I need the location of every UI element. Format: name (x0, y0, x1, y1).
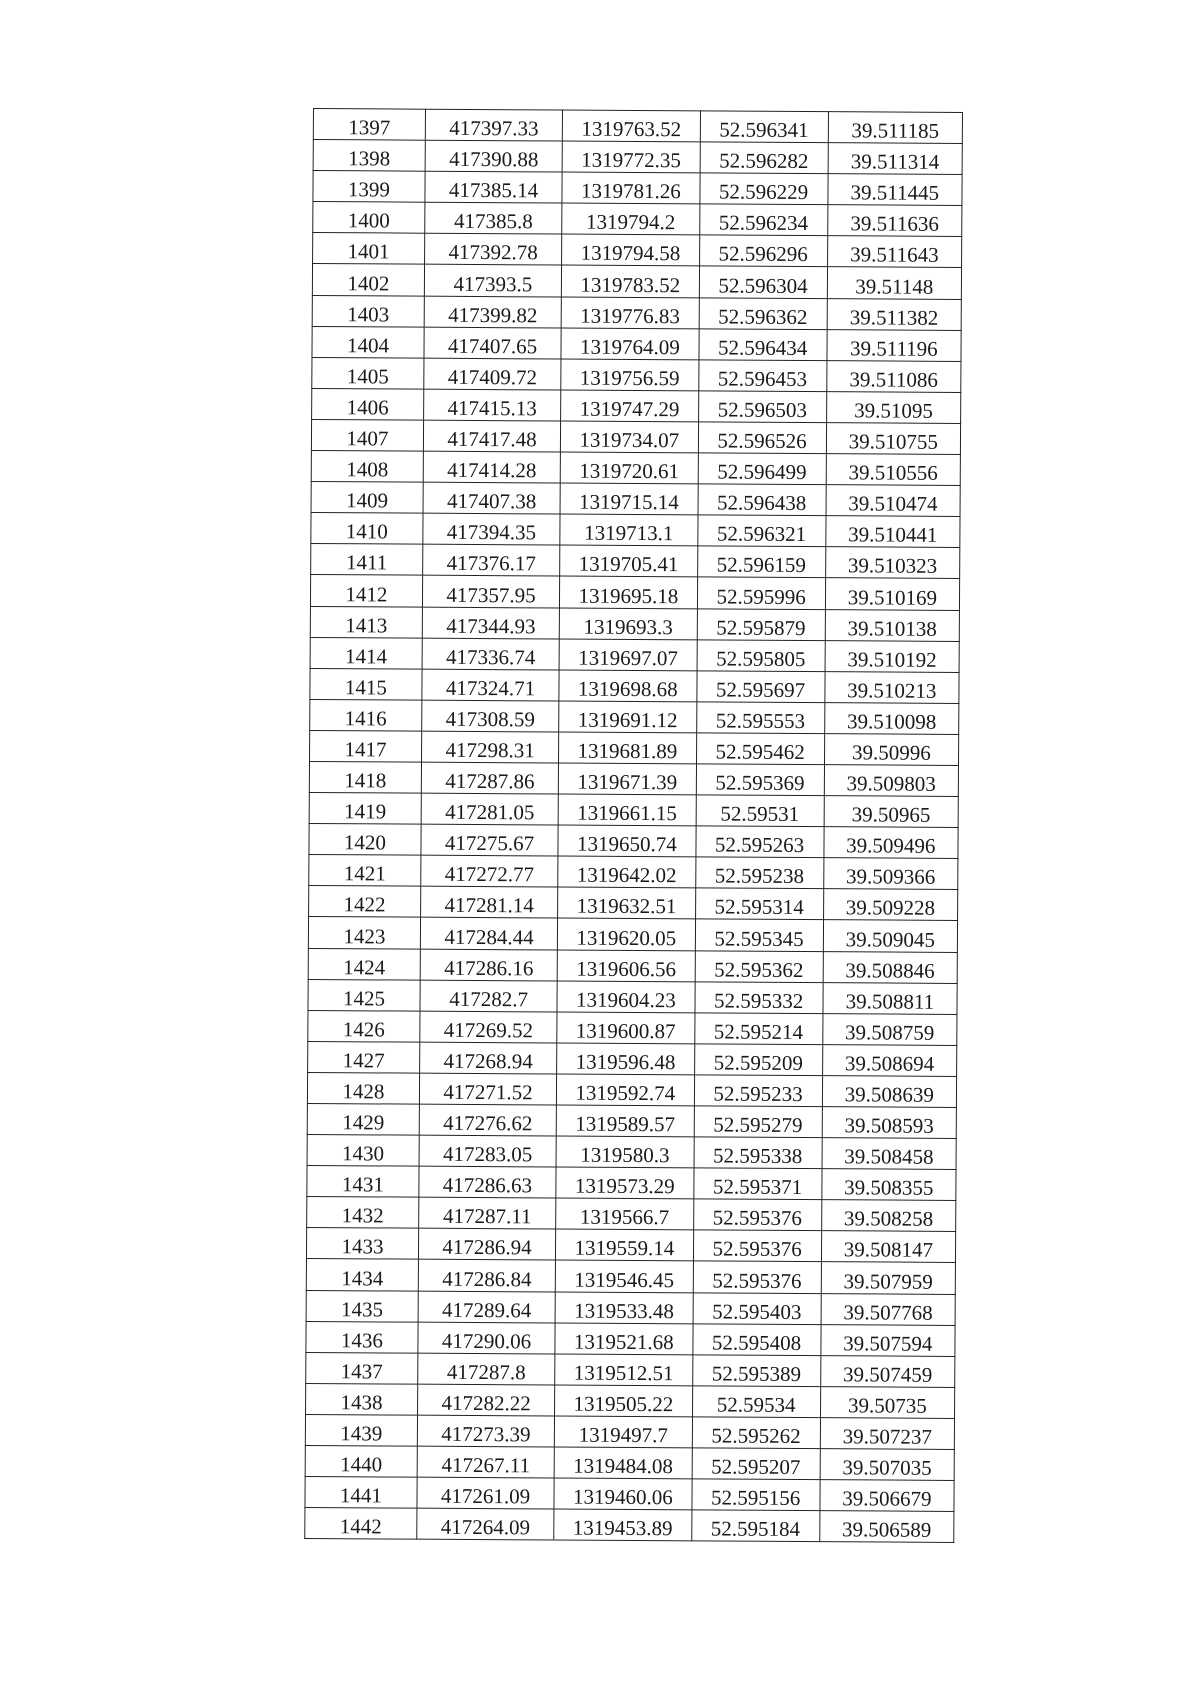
latitude-cell: 52.595314 (695, 888, 823, 920)
x-coordinate-cell: 417289.64 (418, 1291, 555, 1323)
latitude-cell: 52.596341 (700, 111, 828, 143)
point-number-cell: 1398 (313, 140, 425, 172)
table-row (313, 233, 962, 268)
table-row (307, 1197, 956, 1232)
x-coordinate-cell: 417283.05 (419, 1135, 556, 1167)
point-number-cell: 1429 (307, 1103, 419, 1135)
latitude-cell: 52.596321 (697, 515, 825, 547)
y-coordinate-cell: 1319763.52 (563, 110, 700, 142)
longitude-cell: 39.506589 (819, 1511, 953, 1543)
longitude-cell: 39.509496 (824, 827, 958, 859)
latitude-cell: 52.595462 (696, 733, 824, 765)
longitude-cell: 39.509366 (823, 858, 957, 890)
y-coordinate-cell: 1319600.87 (557, 1012, 694, 1044)
point-number-cell: 1409 (311, 482, 423, 514)
longitude-cell: 39.511086 (826, 360, 960, 392)
y-coordinate-cell: 1319589.57 (556, 1105, 693, 1137)
x-coordinate-cell: 417281.14 (420, 887, 557, 919)
latitude-cell: 52.596453 (698, 360, 826, 392)
table-row (307, 1135, 956, 1170)
latitude-cell: 52.596159 (697, 546, 825, 578)
point-number-cell: 1403 (312, 295, 424, 327)
longitude-cell: 39.510169 (825, 578, 959, 610)
longitude-cell: 39.508811 (823, 982, 957, 1014)
x-coordinate-cell: 417390.88 (425, 140, 562, 172)
x-coordinate-cell: 417276.62 (419, 1104, 556, 1136)
latitude-cell: 52.595996 (697, 577, 825, 609)
point-number-cell: 1417 (310, 730, 422, 762)
latitude-cell: 52.595376 (693, 1261, 821, 1293)
y-coordinate-cell: 1319691.12 (559, 701, 696, 733)
longitude-cell: 39.510213 (825, 671, 959, 703)
point-number-cell: 1437 (306, 1352, 418, 1384)
point-number-cell: 1411 (311, 544, 423, 576)
latitude-cell: 52.59534 (692, 1386, 820, 1418)
point-number-cell: 1426 (308, 1010, 420, 1042)
longitude-cell: 39.511445 (828, 174, 962, 206)
longitude-cell: 39.507959 (821, 1262, 955, 1294)
point-number-cell: 1442 (305, 1508, 417, 1540)
longitude-cell: 39.507459 (820, 1355, 954, 1387)
table-row (306, 1290, 955, 1325)
latitude-cell: 52.595279 (694, 1106, 822, 1138)
latitude-cell: 52.595376 (693, 1230, 821, 1262)
latitude-cell: 52.595238 (695, 857, 823, 889)
latitude-cell: 52.596234 (699, 204, 827, 236)
point-number-cell: 1428 (307, 1072, 419, 1104)
longitude-cell: 39.511636 (827, 205, 961, 237)
x-coordinate-cell: 417409.72 (424, 358, 561, 390)
longitude-cell: 39.508258 (821, 1200, 955, 1232)
coordinates-table-body (305, 109, 963, 1543)
y-coordinate-cell: 1319661.15 (558, 794, 695, 826)
x-coordinate-cell: 417298.31 (421, 731, 558, 763)
x-coordinate-cell: 417269.52 (420, 1011, 557, 1043)
y-coordinate-cell: 1319747.29 (561, 390, 698, 422)
table-row (312, 388, 961, 423)
x-coordinate-cell: 417286.84 (418, 1260, 555, 1292)
longitude-cell: 39.509228 (823, 889, 957, 921)
x-coordinate-cell: 417286.94 (418, 1229, 555, 1261)
longitude-cell: 39.508846 (823, 951, 957, 983)
y-coordinate-cell: 1319695.18 (560, 576, 697, 608)
x-coordinate-cell: 417261.09 (417, 1477, 554, 1509)
x-coordinate-cell: 417415.13 (423, 389, 560, 421)
point-number-cell: 1407 (311, 419, 423, 451)
y-coordinate-cell: 1319497.7 (555, 1416, 692, 1448)
point-number-cell: 1436 (306, 1321, 418, 1353)
x-coordinate-cell: 417385.8 (425, 202, 562, 234)
coordinates-table (304, 108, 963, 1543)
x-coordinate-cell: 417287.86 (421, 762, 558, 794)
point-number-cell: 1441 (305, 1477, 417, 1509)
point-number-cell: 1410 (311, 513, 423, 545)
longitude-cell: 39.507768 (821, 1293, 955, 1325)
latitude-cell: 52.59531 (696, 795, 824, 827)
x-coordinate-cell: 417399.82 (424, 296, 561, 328)
point-number-cell: 1430 (307, 1135, 419, 1167)
latitude-cell: 52.596304 (699, 266, 827, 298)
table-row (305, 1414, 954, 1449)
y-coordinate-cell: 1319705.41 (560, 545, 697, 577)
y-coordinate-cell: 1319764.09 (561, 328, 698, 360)
y-coordinate-cell: 1319693.3 (559, 608, 696, 640)
latitude-cell: 52.595233 (694, 1075, 822, 1107)
x-coordinate-cell: 417407.38 (423, 482, 560, 514)
point-number-cell: 1424 (308, 948, 420, 980)
longitude-cell: 39.511643 (827, 236, 961, 268)
y-coordinate-cell: 1319756.59 (561, 359, 698, 391)
y-coordinate-cell: 1319715.14 (560, 483, 697, 515)
point-number-cell: 1408 (311, 451, 423, 483)
table-row (313, 202, 962, 237)
table-row (311, 419, 960, 454)
table-row (309, 855, 958, 890)
longitude-cell: 39.510755 (826, 423, 960, 455)
latitude-cell: 52.596526 (698, 422, 826, 454)
x-coordinate-cell: 417287.11 (419, 1197, 556, 1229)
latitude-cell: 52.595879 (697, 608, 825, 640)
table-row (311, 482, 960, 517)
table-row (310, 699, 959, 734)
x-coordinate-cell: 417286.63 (419, 1166, 556, 1198)
latitude-cell: 52.595369 (696, 764, 824, 796)
point-number-cell: 1404 (312, 326, 424, 358)
longitude-cell: 39.511185 (828, 112, 962, 144)
point-number-cell: 1400 (313, 202, 425, 234)
latitude-cell: 52.595376 (693, 1199, 821, 1231)
point-number-cell: 1413 (310, 606, 422, 638)
latitude-cell: 52.595408 (692, 1323, 820, 1355)
latitude-cell: 52.595371 (693, 1168, 821, 1200)
y-coordinate-cell: 1319697.07 (559, 639, 696, 671)
longitude-cell: 39.508147 (821, 1231, 955, 1263)
table-row (309, 824, 958, 859)
latitude-cell: 52.595362 (695, 950, 823, 982)
y-coordinate-cell: 1319604.23 (557, 981, 694, 1013)
latitude-cell: 52.596499 (698, 453, 826, 485)
table-row (311, 513, 960, 548)
latitude-cell: 52.595697 (696, 671, 824, 703)
x-coordinate-cell: 417394.35 (423, 513, 560, 545)
y-coordinate-cell: 1319650.74 (558, 825, 695, 857)
x-coordinate-cell: 417414.28 (423, 451, 560, 483)
table-row (311, 544, 960, 579)
latitude-cell: 52.595207 (692, 1448, 820, 1480)
latitude-cell: 52.595156 (691, 1479, 819, 1511)
y-coordinate-cell: 1319592.74 (557, 1074, 694, 1106)
x-coordinate-cell: 417324.71 (422, 669, 559, 701)
latitude-cell: 52.596229 (699, 173, 827, 205)
y-coordinate-cell: 1319794.58 (562, 234, 699, 266)
y-coordinate-cell: 1319671.39 (559, 763, 696, 795)
y-coordinate-cell: 1319620.05 (558, 918, 695, 950)
x-coordinate-cell: 417268.94 (419, 1042, 556, 1074)
longitude-cell: 39.509045 (823, 920, 957, 952)
table-row (307, 1166, 956, 1201)
y-coordinate-cell: 1319720.61 (560, 452, 697, 484)
x-coordinate-cell: 417397.33 (425, 109, 562, 141)
y-coordinate-cell: 1319521.68 (555, 1323, 692, 1355)
point-number-cell: 1432 (307, 1197, 419, 1229)
point-number-cell: 1433 (306, 1228, 418, 1260)
x-coordinate-cell: 417275.67 (421, 824, 558, 856)
table-row (308, 917, 957, 952)
point-number-cell: 1438 (306, 1383, 418, 1415)
latitude-cell: 52.595389 (692, 1355, 820, 1387)
x-coordinate-cell: 417282.22 (417, 1384, 554, 1416)
table-row (309, 793, 958, 828)
table-row (308, 948, 957, 983)
y-coordinate-cell: 1319734.07 (561, 421, 698, 453)
table-row (311, 451, 960, 486)
longitude-cell: 39.506679 (820, 1480, 954, 1512)
x-coordinate-cell: 417357.95 (422, 576, 559, 608)
y-coordinate-cell: 1319606.56 (557, 950, 694, 982)
table-row (312, 295, 961, 330)
x-coordinate-cell: 417385.14 (425, 171, 562, 203)
longitude-cell: 39.509803 (824, 765, 958, 797)
y-coordinate-cell: 1319505.22 (555, 1385, 692, 1417)
y-coordinate-cell: 1319776.83 (561, 297, 698, 329)
x-coordinate-cell: 417308.59 (422, 700, 559, 732)
y-coordinate-cell: 1319512.51 (555, 1354, 692, 1386)
table-row (313, 171, 962, 206)
table-row (306, 1383, 955, 1418)
y-coordinate-cell: 1319794.2 (562, 203, 699, 235)
longitude-cell: 39.510098 (824, 702, 958, 734)
table-row (313, 140, 962, 175)
latitude-cell: 52.595805 (697, 639, 825, 671)
latitude-cell: 52.596296 (699, 235, 827, 267)
x-coordinate-cell: 417264.09 (417, 1508, 554, 1540)
x-coordinate-cell: 417344.93 (422, 607, 559, 639)
latitude-cell: 52.595262 (692, 1417, 820, 1449)
longitude-cell: 39.507035 (820, 1449, 954, 1481)
y-coordinate-cell: 1319783.52 (562, 265, 699, 297)
x-coordinate-cell: 417336.74 (422, 638, 559, 670)
longitude-cell: 39.51095 (826, 391, 960, 423)
table-row (310, 668, 959, 703)
table-row (310, 637, 959, 672)
point-number-cell: 1440 (305, 1446, 417, 1478)
table-row (309, 761, 958, 796)
x-coordinate-cell: 417393.5 (424, 265, 561, 297)
point-number-cell: 1416 (310, 699, 422, 731)
longitude-cell: 39.50965 (824, 796, 958, 828)
point-number-cell: 1435 (306, 1290, 418, 1322)
table-row (312, 264, 961, 299)
longitude-cell: 39.511382 (827, 298, 961, 330)
x-coordinate-cell: 417286.16 (420, 949, 557, 981)
latitude-cell: 52.596503 (698, 391, 826, 423)
table-row (310, 606, 959, 641)
latitude-cell: 52.596362 (699, 297, 827, 329)
latitude-cell: 52.595332 (694, 981, 822, 1013)
longitude-cell: 39.508458 (822, 1138, 956, 1170)
y-coordinate-cell: 1319460.06 (554, 1478, 691, 1510)
table-row (313, 109, 962, 144)
point-number-cell: 1406 (312, 388, 424, 420)
point-number-cell: 1405 (312, 357, 424, 389)
table-row (308, 979, 957, 1014)
longitude-cell: 39.507237 (820, 1418, 954, 1450)
latitude-cell: 52.595214 (694, 1013, 822, 1045)
longitude-cell: 39.508593 (822, 1107, 956, 1139)
point-number-cell: 1420 (309, 824, 421, 856)
point-number-cell: 1421 (309, 855, 421, 887)
longitude-cell: 39.511314 (828, 143, 962, 175)
table-row (309, 886, 958, 921)
y-coordinate-cell: 1319453.89 (554, 1509, 691, 1541)
longitude-cell: 39.507594 (821, 1324, 955, 1356)
y-coordinate-cell: 1319580.3 (556, 1136, 693, 1168)
latitude-cell: 52.595553 (696, 702, 824, 734)
table-row (306, 1352, 955, 1387)
point-number-cell: 1422 (309, 886, 421, 918)
table-row (305, 1508, 954, 1543)
y-coordinate-cell: 1319484.08 (554, 1447, 691, 1479)
longitude-cell: 39.51148 (827, 267, 961, 299)
y-coordinate-cell: 1319698.68 (559, 670, 696, 702)
point-number-cell: 1425 (308, 979, 420, 1011)
point-number-cell: 1397 (313, 109, 425, 141)
x-coordinate-cell: 417290.06 (418, 1322, 555, 1354)
latitude-cell: 52.595209 (694, 1044, 822, 1076)
y-coordinate-cell: 1319533.48 (555, 1292, 692, 1324)
longitude-cell: 39.510441 (826, 516, 960, 548)
y-coordinate-cell: 1319681.89 (559, 732, 696, 764)
table-row (310, 575, 959, 610)
latitude-cell: 52.595184 (691, 1510, 819, 1542)
point-number-cell: 1402 (312, 264, 424, 296)
longitude-cell: 39.510138 (825, 609, 959, 641)
x-coordinate-cell: 417267.11 (417, 1446, 554, 1478)
table-row (306, 1228, 955, 1263)
x-coordinate-cell: 417271.52 (419, 1073, 556, 1105)
latitude-cell: 52.595338 (694, 1137, 822, 1169)
longitude-cell: 39.510192 (825, 640, 959, 672)
latitude-cell: 52.596438 (698, 484, 826, 516)
y-coordinate-cell: 1319642.02 (558, 856, 695, 888)
y-coordinate-cell: 1319632.51 (558, 887, 695, 919)
y-coordinate-cell: 1319559.14 (556, 1229, 693, 1261)
point-number-cell: 1414 (310, 637, 422, 669)
table-row (312, 357, 961, 392)
latitude-cell: 52.596434 (698, 329, 826, 361)
table-row (308, 1010, 957, 1045)
y-coordinate-cell: 1319573.29 (556, 1167, 693, 1199)
table-row (310, 730, 959, 765)
point-number-cell: 1423 (308, 917, 420, 949)
point-number-cell: 1418 (309, 761, 421, 793)
longitude-cell: 39.508694 (822, 1044, 956, 1076)
longitude-cell: 39.508355 (822, 1169, 956, 1201)
point-number-cell: 1415 (310, 668, 422, 700)
point-number-cell: 1401 (313, 233, 425, 265)
table-row (305, 1477, 954, 1512)
table-row (307, 1072, 956, 1107)
table-row (306, 1259, 955, 1294)
x-coordinate-cell: 417273.39 (417, 1415, 554, 1447)
x-coordinate-cell: 417284.44 (420, 918, 557, 950)
y-coordinate-cell: 1319596.48 (557, 1043, 694, 1075)
x-coordinate-cell: 417281.05 (421, 793, 558, 825)
latitude-cell: 52.595403 (693, 1292, 821, 1324)
longitude-cell: 39.511196 (827, 329, 961, 361)
x-coordinate-cell: 417407.65 (424, 327, 561, 359)
point-number-cell: 1427 (308, 1041, 420, 1073)
longitude-cell: 39.508759 (822, 1013, 956, 1045)
y-coordinate-cell: 1319772.35 (562, 141, 699, 173)
point-number-cell: 1399 (313, 171, 425, 203)
x-coordinate-cell: 417376.17 (423, 544, 560, 576)
y-coordinate-cell: 1319566.7 (556, 1198, 693, 1230)
latitude-cell: 52.595263 (695, 826, 823, 858)
y-coordinate-cell: 1319713.1 (560, 514, 697, 546)
point-number-cell: 1439 (305, 1414, 417, 1446)
point-number-cell: 1412 (310, 575, 422, 607)
x-coordinate-cell: 417287.8 (418, 1353, 555, 1385)
point-number-cell: 1419 (309, 793, 421, 825)
longitude-cell: 39.50996 (824, 734, 958, 766)
x-coordinate-cell: 417417.48 (423, 420, 560, 452)
longitude-cell: 39.50735 (820, 1386, 954, 1418)
x-coordinate-cell: 417392.78 (424, 234, 561, 266)
table-row (306, 1321, 955, 1356)
x-coordinate-cell: 417272.77 (421, 855, 558, 887)
longitude-cell: 39.508639 (822, 1076, 956, 1108)
table-row (305, 1446, 954, 1481)
longitude-cell: 39.510323 (825, 547, 959, 579)
table-row (307, 1103, 956, 1138)
longitude-cell: 39.510474 (826, 485, 960, 517)
longitude-cell: 39.510556 (826, 454, 960, 486)
y-coordinate-cell: 1319546.45 (555, 1260, 692, 1292)
table-row (312, 326, 961, 361)
latitude-cell: 52.595345 (695, 919, 823, 951)
x-coordinate-cell: 417282.7 (420, 980, 557, 1012)
point-number-cell: 1431 (307, 1166, 419, 1198)
table-row (308, 1041, 957, 1076)
y-coordinate-cell: 1319781.26 (562, 172, 699, 204)
latitude-cell: 52.596282 (700, 142, 828, 174)
point-number-cell: 1434 (306, 1259, 418, 1291)
